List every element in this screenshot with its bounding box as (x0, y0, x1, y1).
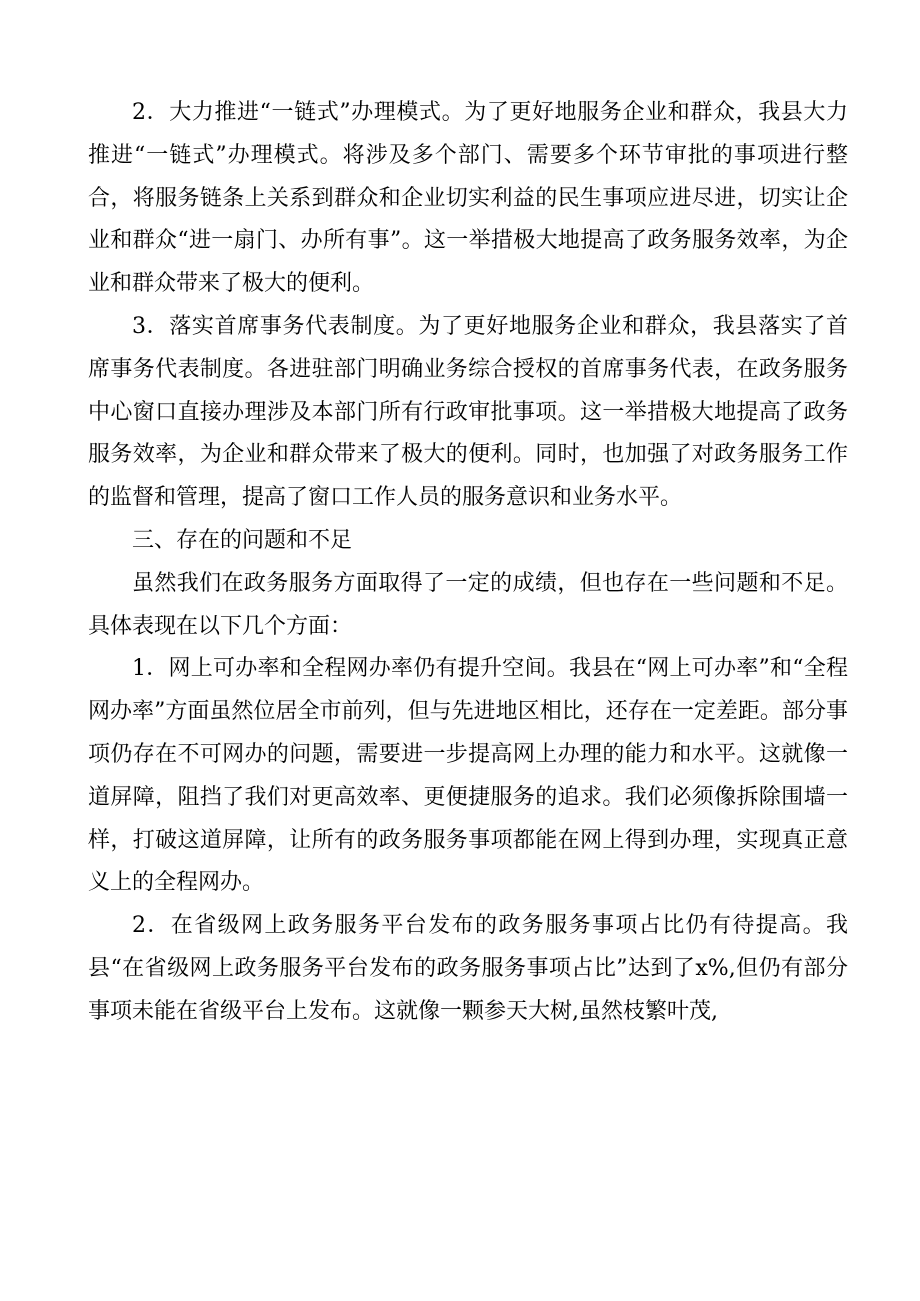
paragraph-problems-intro: 虽然我们在政务服务方面取得了一定的成绩，但也存在一些问题和不足。具体表现在以下几个方面： (88, 570, 848, 639)
paragraph-chief-representative: 3．落实首席事务代表制度。为了更好地服务企业和群众，我县落实了首席事务代表制度。各进驻部门明确业务综合授权的首席事务代表，在政务服务中心窗口直接办理涉及本部门所有行政审批事项。这一举措极大地提高了政务服务效率，为企业和群众带来了极大的便利。同时，也加强了对政务服务工作的监督和管理，提高了窗口工作人员的服务意识和业务水平。 (88, 313, 848, 511)
paragraph-provincial-platform: 2．在省级网上政务服务平台发布的政务服务事项占比仍有待提高。我县“在省级网上政务服务平台发布的政务服务事项占比”达到了x%,但仍有部分事项未能在省级平台上发布。这就像一颗参天大树,虽然枝繁叶茂, (88, 913, 848, 1024)
paragraph-one-chain-mode: 2．大力推进“一链式”办理模式。为了更好地服务企业和群众，我县大力推进“一链式”办理模式。将涉及多个部门、需要多个环节审批的事项进行整合，将服务链条上关系到群众和企业切实利益的民生事项应进尽进，切实让企业和群众“进一扇门、办所有事”。这一举措极大地提高了政务服务效率，为企业和群众带来了极大的便利。 (88, 100, 848, 297)
section-heading-problems: 三、存在的问题和不足 (132, 527, 353, 553)
paragraph-online-rate: 1．网上可办率和全程网办率仍有提升空间。我县在“网上可办率”和“全程网办率”方面虽然位居全市前列，但与先进地区相比，还存在一定差距。部分事项仍存在不可网办的问题，需要进一步提高网上办理的能力和水平。这就像一道屏障，阻挡了我们对更高效率、更便捷服务的追求。我们必须像拆除围墙一样，打破这道屏障，让所有的政务服务事项都能在网上得到办理，实现真正意义上的全程网办。 (88, 656, 848, 896)
document-body (88, 92, 848, 1034)
